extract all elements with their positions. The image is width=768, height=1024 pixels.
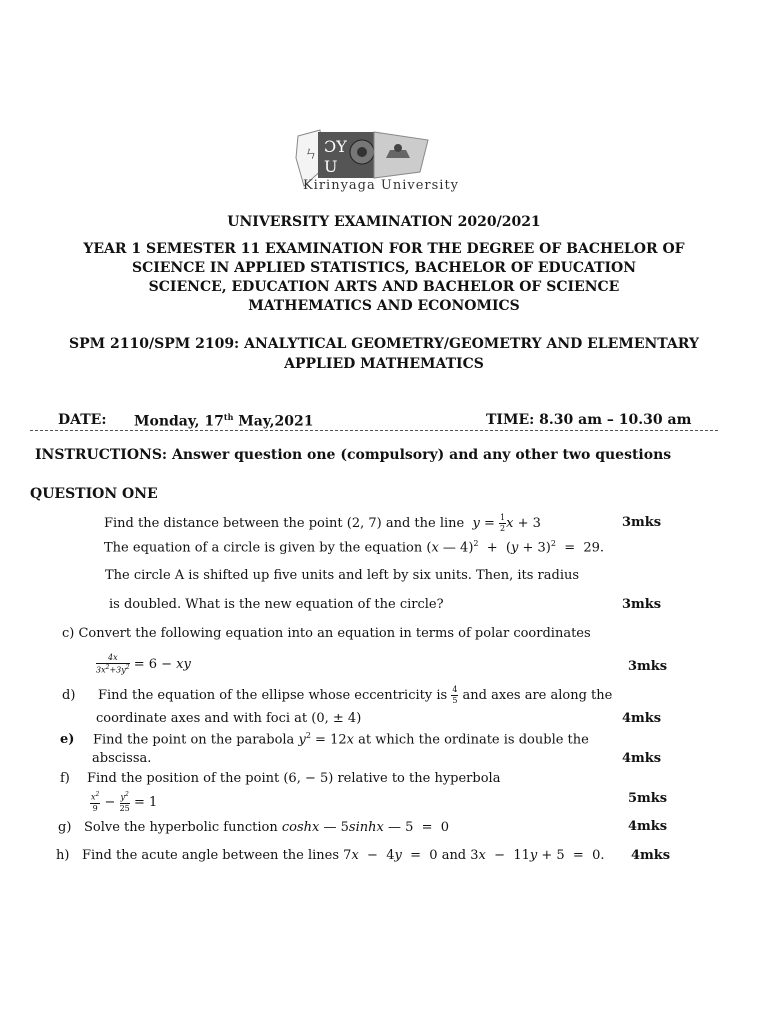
date-value: Monday, 17th May,2021 (134, 412, 314, 430)
question-c: c) Convert the following equation into an equation in terms of polar coordinates (62, 626, 591, 641)
question-e-line-1: Find the point on the parabola $y^2 = 12x$ at which the ordinate is double the (93, 731, 589, 748)
question-e-label: e) (60, 732, 75, 747)
marks-g: 4mks (628, 819, 668, 834)
marks-d: 4mks (622, 711, 662, 726)
svg-text:ㄣ: ㄣ (304, 146, 318, 162)
svg-text:U: U (324, 157, 338, 176)
programme-line-4: MATHEMATICS AND ECONOMICS (248, 298, 520, 314)
programme-line-3: SCIENCE, EDUCATION ARTS AND BACHELOR OF SCIENCE (148, 279, 620, 295)
question-h-label: h) (56, 848, 70, 863)
question-g-line: Solve the hyperbolic function coshx — 5sinhx — 5 = 0 (84, 820, 450, 835)
time-label: TIME: 8.30 am – 10.30 am (486, 412, 692, 428)
marks-c: 3mks (628, 659, 668, 674)
question-f-label: f) (60, 771, 70, 786)
marks-f: 5mks (628, 791, 668, 806)
question-b-line-2: The circle A is shifted up five units and left by six units. Then, its radius (105, 568, 580, 583)
question-b-line-3: is doubled. What is the new equation of the circle? (109, 597, 444, 612)
marks-a: 3mks (622, 515, 662, 530)
instructions: INSTRUCTIONS: Answer question one (compulsory) and any other two questions (35, 447, 672, 463)
question-f-line-1: Find the position of the point (6, − 5) relative to the hyperbola (87, 771, 501, 786)
marks-b: 3mks (622, 597, 662, 612)
question-h-line: Find the acute angle between the lines 7x − 4y = 0 and 3x − 11y + 5 = 0. (82, 848, 605, 863)
date-label: DATE: (58, 412, 107, 428)
question-e-line-2: abscissa. (92, 751, 152, 766)
question-f-equation: $\frac{x^2}{9}$ − $\frac{y^2}{25}$ = 1 (91, 791, 158, 813)
question-d-line-2: coordinate axes and with foci at (0, ± 4) (96, 711, 362, 726)
programme-line-2: SCIENCE IN APPLIED STATISTICS, BACHELOR OF EDUCATION (131, 260, 637, 276)
university-logo (290, 128, 470, 198)
logo-wordmark: Kirinyaga University (302, 178, 460, 193)
date-divider (30, 430, 718, 431)
question-g-label: g) (58, 820, 72, 835)
exam-title: UNIVERSITY EXAMINATION 2020/2021 (227, 214, 541, 230)
question-d-label: d) (62, 688, 76, 703)
svg-text:ƆY: ƆY (324, 137, 347, 156)
course-line-1: SPM 2110/SPM 2109: ANALYTICAL GEOMETRY/GEOMETRY AND ELEMENTARY (69, 336, 699, 352)
question-b-line-1: The equation of a circle is given by the equation (x — $4)^2 + (y + 3)^2 = 29$. (104, 539, 605, 556)
marks-h: 4mks (631, 848, 671, 863)
question-d-line-1: Find the equation of the ellipse whose eccentricity is $\frac{4}{5}$ and axes are along the (98, 685, 613, 705)
programme-line-1: YEAR 1 SEMESTER 11 EXAMINATION FOR THE DEGREE OF BACHELOR OF (83, 241, 685, 257)
question-c-equation: $\frac{4x}{3x^2+3y^2}$ = 6 − xy (96, 653, 191, 675)
question-a: Find the distance between the point (2, 7) and the line y = $\frac{1}{2}$ x + 3 (104, 513, 541, 533)
question-one-heading: QUESTION ONE (30, 486, 158, 502)
course-line-2: APPLIED MATHEMATICS (284, 356, 484, 372)
marks-e: 4mks (622, 751, 662, 766)
